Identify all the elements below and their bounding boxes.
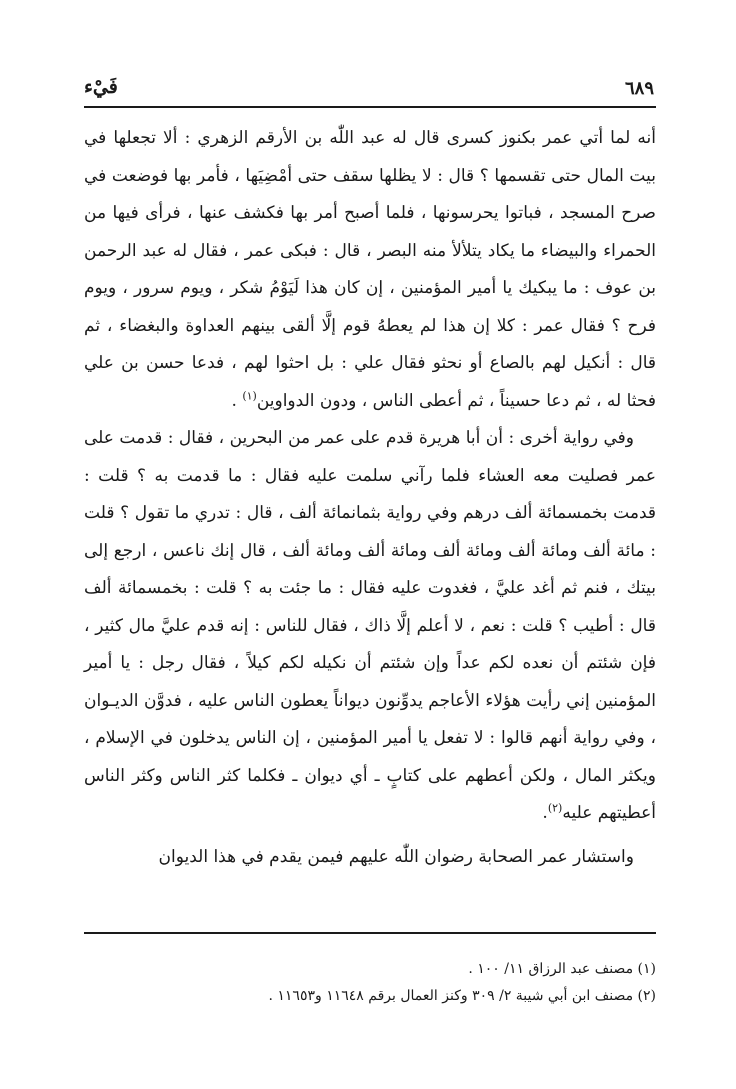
footnote-divider: [84, 932, 656, 934]
running-title: فَيْء: [84, 76, 118, 98]
footnote-1: (١) مصنف عبد الرزاق ١١/ ١٠٠ .: [468, 961, 656, 977]
paragraph-1: [84, 120, 656, 420]
footnote-ref-2: (٢): [547, 801, 563, 815]
header-divider: [84, 106, 656, 108]
main-text: [84, 120, 656, 876]
page-header: [84, 78, 654, 104]
footnotes: [84, 956, 656, 1010]
paragraph-2-ending: .: [542, 803, 548, 823]
footnote-ref-1: (١): [242, 388, 257, 402]
footnote-2: (٢) مصنف ابن أبي شيبة ٢/ ٣٠٩ وكنز العمال برقم ١١٦٤٨ و١١٦٥٣ .: [268, 988, 656, 1004]
paragraph-3: واستشار عمر الصحابة رضوان اللّٰه عليهم فيمن يقدم في هذا الديوان: [158, 846, 634, 867]
paragraph-2-text: وفي رواية أخرى : أن أبا هريرة قدم على عمر من البحرين ، فقال : قدمت على عمر فصليت معه العشاء فلما رآني سلمت عليه فقال : ما قدمت به ؟ قلت : قدمت بخمسمائة ألف درهم وفي رواية بثمانمائة ألف ، قال : تدري ما تقول ؟ قلت : مائة ألف ومائة ألف ومائة ألف ومائة ألف ومائة ألف ، قال إنك ناعس ، ارجع إلى بيتك ، فنم ثم أغد عليَّ ، فغدوت عليه فقال : ما جئت به ؟ قلت : بخمسمائة ألف قال : أطيب ؟ قلت : نعم ، لا أعلم إلَّا ذاك ، فقال للناس : إنه قدم عليَّ مال كثير ، فإن شئتم أن نعده لكم عداً وإن شئتم أن نكيله لكم كيلاً ، فقال رجل : يا أمير المؤمنين إني رأيت هؤلاء الأعاجم يدوِّنون ديواناً يعطون الناس عليه ، فدوَّن الديـوان ، وفي رواية أنهم قالوا : لا تفعل يا أمير المؤمنين ، إن الناس يدخلون في الإسلام ، ويكثر المال ، ولكن أعطهم على كتابٍ ـ أي ديوان ـ فكلما كثر الناس وكثر الناس أعطيتهم عليه: [84, 428, 656, 823]
paragraph-1-text: أنه لما أتي عمر بكنوز كسرى قال له عبد اللّٰه بن الأرقم الزهري : ألا تجعلها في بيت المال حتى تقسمها ؟ قال : لا يظلها سقف حتى أمْضِيَها ، فأمر بها فوضعت في صرح المسجد ، فباتوا يحرسونها ، فلما أصبح أمر بها فكشف عنها ، فرأى فيها من الحمراء والبيضاء ما يكاد يتلألأ منه البصر ، قال : فبكى عمر ، فقال له عبد الرحمن بن عوف : ما يبكيك يا أمير المؤمنين ، إن كان هذا لَيَوْمُ شكر ، ويوم سرور ، ويوم فرح ؟ فقال عمر : كلا إن هذا لم يعطهُ قوم إلَّا ألقى بينهم العداوة والبغضاء ، ثم قال : أنكيل لهم بالصاع أو نحثو فقال علي : بل احثوا لهم ، فدعا حسن بن علي فحثا له ، ثم دعا حسيناً ، ثم أعطى الناس ، ودون الدواوين: [84, 128, 656, 411]
paragraph-2: [84, 420, 656, 833]
paragraph-1-ending: .: [231, 390, 243, 411]
page-number: ٦٨٩: [624, 78, 654, 99]
